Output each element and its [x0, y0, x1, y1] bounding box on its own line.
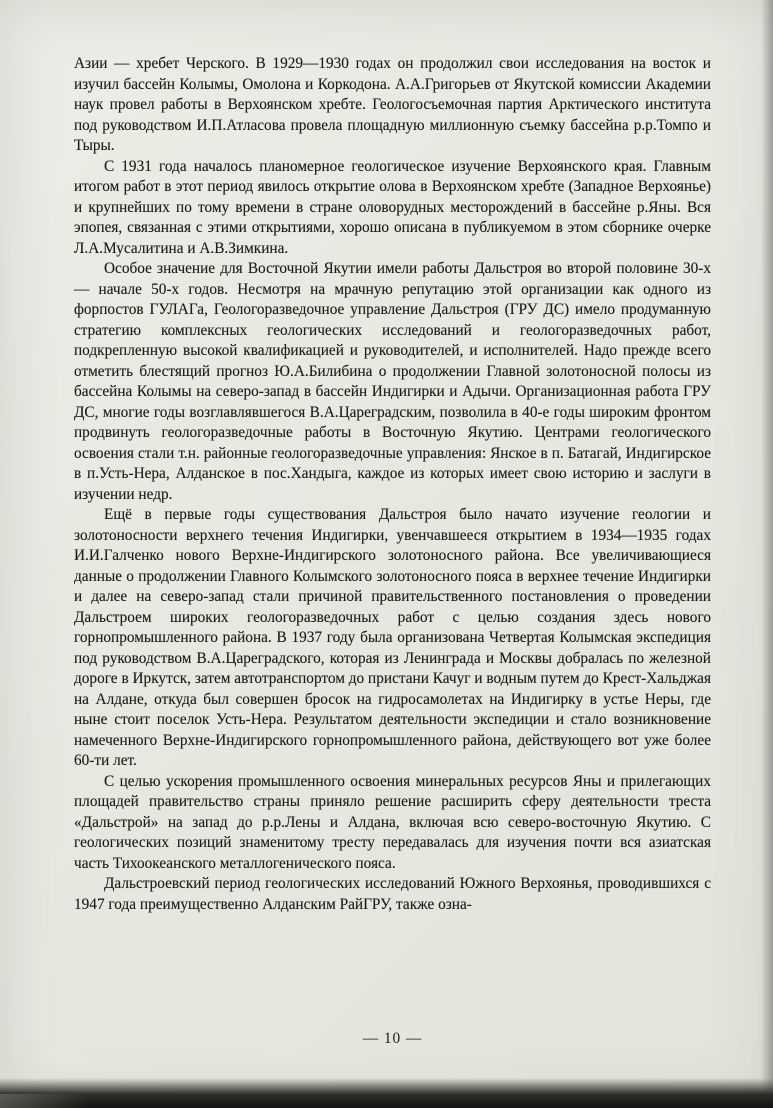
scan-edge-shadow-bottom — [0, 1078, 773, 1108]
page-number: — 10 — — [362, 1030, 423, 1047]
scan-edge-shadow-right — [761, 0, 773, 1108]
paragraph: Азии — хребет Черского. В 1929—1930 годах он продолжил свои исследования на восток и изучил бассейн Колымы, Омолона и Коркодона. А.А.Григорьев от Якутской комиссии Академии наук провел работы в Верхоянском хребте. Геологосъемочная партия Арктического института под руководством И.П.Атласова провела площадную миллионную съемку бассейна р.р.Томпо и Тыры. — [74, 55, 711, 154]
scan-edge-corner-highlight — [0, 1094, 90, 1108]
paragraph: Дальстроевский период геологических исследований Южного Верхоянья, проводившихся с 1947 года преимущественно Алданским РайГРУ, также озна- — [74, 875, 711, 913]
paragraph: С целью ускорения промышленного освоения минеральных ресурсов Яны и прилегающих площадей правительство страны приняло решение расширить сферу деятельности треста «Дальстрой» на запад до р.р.Лены и Алдана, включая всю северо-восточную Якутию. С геологических позиций знаменитому тресту передавалась для изучения почти вся азиатская часть Тихоокеанского металлогенического пояса. — [74, 772, 711, 872]
paragraph: Особое значение для Восточной Якутии имели работы Дальстроя во второй половине 30-х — начале 50-х годов. Несмотря на мрачную репутацию этой организации как одного из форпостов ГУЛАГа, Геологоразведочное управление Дальстроя (ГРУ ДС) имело продуманную стратегию комплексных геологических исследований и геологоразведочных работ, подкрепленную высокой квалификацией и руководителей, и исполнителей. Надо прежде всего отметить блестящий прогноз Ю.А.Билибина о продолжении Главной золотоносной полосы из бассейна Колымы на северо-запад в бассейн Индигирки и Адычи. Организационная работа ГРУ ДС, многие годы возглавлявшегося В.А.Цареградским, позволила в 40-е годы широким фронтом продвинуть геологоразведочные работы в Восточную Якутию. Центрами геологического освоения стали т.н. районные геологоразведочные управления: Янское в п. Батагай, Индигирское в п.Усть-Нера, Алданское в пос.Хандыга, каждое из которых имеет свою историю и заслуги в изучении недр. — [74, 260, 711, 503]
page-text-column — [74, 54, 711, 915]
paragraph: С 1931 года началось планомерное геологическое изучение Верхоянского края. Главным итогом работ в этот период явилось открытие олова в Верхоянском хребте (Западное Верхоянье) и крупнейших по тому времени в стране оловорудных месторождений в бассейне р.Яны. Вся эпопея, связанная с этими открытиями, хорошо описана в публикуемом в этом сборнике очерке Л.А.Мусалитина и А.В.Зимкина. — [74, 157, 711, 257]
paragraph: Ещё в первые годы существования Дальстроя было начато изучение геологии и золотоносности верхнего течения Индигирки, увенчавшееся открытием в 1934—1935 годах И.И.Галченко нового Верхне-Индигирского золотоносного района. Все увеличивающиеся данные о продолжении Главного Колымского золотоносного пояса в верхнее течение Индигирки и далее на северо-запад стали причиной правительственного постановления о проведении Дальстроем широких геологоразведочных работ с целью создания здесь нового горнопромышленного района. В 1937 году была организована Четвертая Колымская экспедиция под руководством В.А.Цареградского, которая из Ленинграда и Москвы добралась по железной дороге в Иркутск, затем автотранспортом до пристани Качуг и водным путем до Крест-Хальджая на Алдане, откуда был совершен бросок на гидросамолетах на Индигирку в устье Неры, где ныне стоит поселок Усть-Нера. Результатом деятельности экспедиции и стало возникновение намеченного Верхне-Индигирского горнопромышленного района, действующего вот уже более 60-ти лет. — [74, 506, 711, 769]
